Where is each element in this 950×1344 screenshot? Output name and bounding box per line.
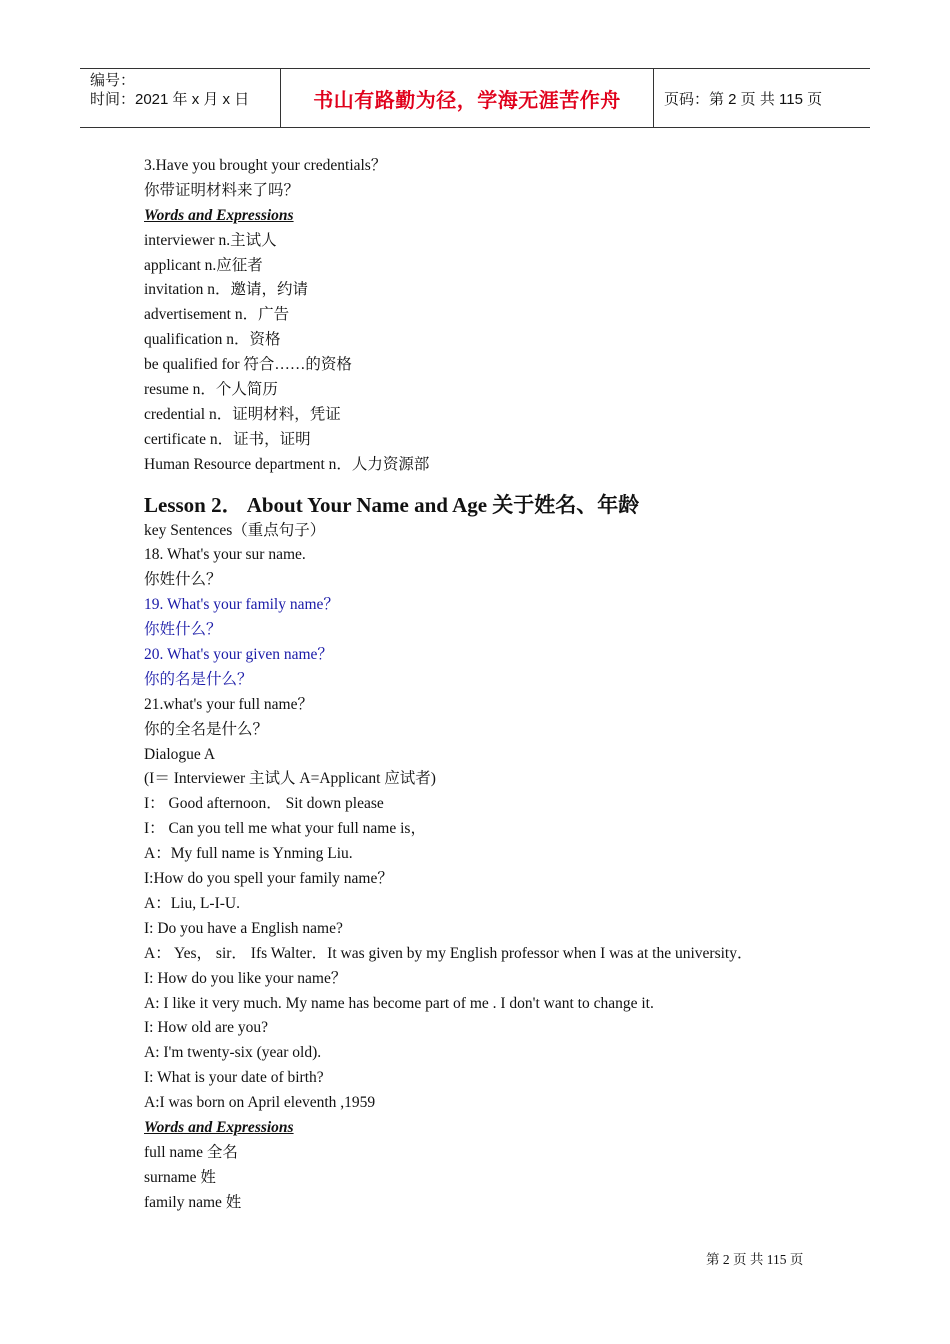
- dialogue-line: I: What is your date of birth?: [144, 1069, 324, 1087]
- header-motto: 书山有路勤为径，学海无涯苦作舟: [281, 69, 654, 127]
- key-sentence: 19. What's your family name？: [144, 596, 339, 614]
- vocab-item: family name 姓: [144, 1193, 242, 1211]
- lesson-title: Lesson 2． About Your Name and Age 关于姓名、年龄: [144, 492, 640, 517]
- page-header: [80, 68, 870, 128]
- vocab-item: credential n．证明材料，凭证: [144, 405, 341, 423]
- vocab-item: advertisement n．广告: [144, 306, 290, 324]
- dialogue-line: A: I'm twenty-six (year old).: [144, 1044, 322, 1062]
- key-sentence: 你的名是什么？: [144, 670, 253, 688]
- dialogue-line: I: How do you like your name？: [144, 969, 347, 987]
- vocab-item: applicant n.应征者: [144, 256, 263, 274]
- header-info-cell: [80, 69, 281, 127]
- vocab-item: interviewer n.主试人: [144, 231, 277, 249]
- vocab-item: resume n．个人简历: [144, 381, 278, 399]
- number-label: 编号：: [90, 72, 136, 89]
- dialogue-line: A：My full name is Ynming Liu.: [144, 845, 353, 863]
- key-sentence: 21.what's your full name？: [144, 695, 313, 713]
- key-sentence: 你姓什么？: [144, 621, 222, 639]
- text-line: 3.Have you brought your credentials？: [144, 157, 387, 174]
- dialogue-line: I:How do you spell your family name？: [144, 870, 393, 888]
- key-sentences-label: key Sentences（重点句子）: [144, 521, 326, 539]
- dialogue-title: Dialogue A: [144, 745, 216, 763]
- key-sentence: 18. What's your sur name.: [144, 546, 306, 564]
- vocab-item: be qualified for 符合……的资格: [144, 356, 352, 374]
- dialogue-line: I： Can you tell me what your full name is，: [144, 820, 426, 838]
- dialogue-line: I: Do you have a English name?: [144, 919, 343, 937]
- vocab-item: surname 姓: [144, 1168, 216, 1186]
- vocab-item: qualification n．资格: [144, 331, 281, 349]
- dialogue-line: A：Liu, L-I-U.: [144, 894, 240, 912]
- key-sentence: 你姓什么？: [144, 571, 222, 589]
- vocab-item: invitation n．邀请，约请: [144, 281, 309, 299]
- dialogue-line: A:I was born on April eleventh ,1959: [144, 1094, 376, 1112]
- vocab-item: full name 全名: [144, 1143, 238, 1161]
- text-line: 你带证明材料来了吗？: [144, 181, 300, 199]
- dialogue-line: I： Good afternoon． Sit down please: [144, 795, 384, 813]
- header-page-label: 页码：第 2 页 共 115 页: [664, 90, 823, 108]
- dialogue-line: (I＝ Interviewer 主试人 A=Applicant 应试者): [144, 770, 436, 788]
- words-expressions-heading: Words and Expressions: [144, 206, 294, 224]
- document-body: [144, 154, 844, 1216]
- words-expressions-heading: Words and Expressions: [144, 1118, 294, 1136]
- page-footer: 第 2 页 共 115 页: [706, 1252, 804, 1267]
- time-label: 时间：2021 年 x 月 x 日: [90, 91, 250, 108]
- vocab-item: certificate n．证书，证明: [144, 430, 311, 448]
- dialogue-line: A: I like it very much. My name has become part of me . I don't want to change it.: [144, 994, 654, 1012]
- key-sentence: 20. What's your given name？: [144, 646, 333, 664]
- dialogue-line: A： Yes， sir． Ifs Walter．It was given by my English professor when I was at the university．: [144, 944, 753, 962]
- key-sentence: 你的全名是什么？: [144, 720, 269, 738]
- vocab-item: Human Resource department n．人力资源部: [144, 455, 430, 473]
- dialogue-line: I: How old are you?: [144, 1019, 268, 1037]
